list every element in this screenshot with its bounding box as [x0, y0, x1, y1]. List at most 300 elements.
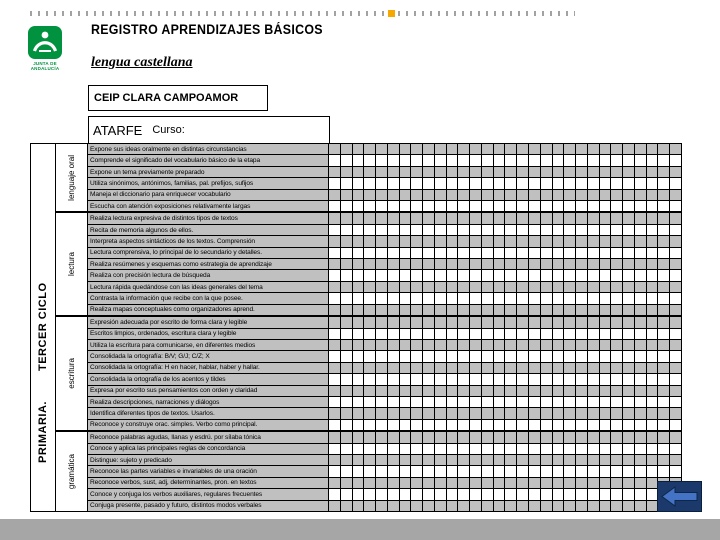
mark-cell [434, 340, 446, 350]
criterion-label: Maneja el diccionario para enriquecer vocabulario [88, 190, 328, 200]
mark-cell [528, 478, 540, 488]
mark-cell [363, 178, 375, 188]
mark-cell [340, 293, 352, 303]
back-button[interactable] [657, 481, 702, 512]
mark-cell [375, 317, 387, 327]
mark-cell [434, 167, 446, 177]
mark-cell [457, 466, 469, 476]
mark-cell [352, 259, 364, 269]
mark-cell [622, 374, 634, 384]
mark-cell [481, 248, 493, 258]
mark-cell [540, 455, 552, 465]
mark-cell [552, 351, 564, 361]
mark-cell [481, 432, 493, 442]
criterion-label: Expone sus ideas oralmente en distintas circunstancias [88, 144, 328, 154]
mark-cell [504, 420, 516, 430]
mark-cell [587, 374, 599, 384]
mark-cell [328, 329, 340, 339]
mark-cell [634, 144, 646, 154]
mark-cell [599, 190, 611, 200]
mark-cell [657, 444, 669, 454]
mark-cell [504, 374, 516, 384]
mark-cell [575, 501, 587, 511]
mark-cell [399, 386, 411, 396]
group-label-cell-gramatica [56, 432, 88, 511]
mark-cell [563, 155, 575, 165]
mark-cell [669, 282, 681, 292]
mark-cell [410, 466, 422, 476]
mark-cell [469, 489, 481, 499]
mark-cell [469, 351, 481, 361]
mark-cell [422, 340, 434, 350]
mark-cell [657, 340, 669, 350]
mark-cell [434, 282, 446, 292]
mark-cell [446, 190, 458, 200]
mark-cell [481, 225, 493, 235]
mark-cell [422, 317, 434, 327]
criterion-row [88, 213, 681, 223]
mark-cell [646, 478, 658, 488]
mark-cell [422, 201, 434, 211]
mark-cell [552, 340, 564, 350]
criterion-row [88, 144, 681, 154]
mark-cell [493, 351, 505, 361]
mark-cell [399, 282, 411, 292]
mark-cell [434, 155, 446, 165]
group-gramatica [56, 430, 681, 511]
mark-cell [352, 178, 364, 188]
mark-cell [610, 282, 622, 292]
mark-cell [352, 213, 364, 223]
mark-cell [669, 236, 681, 246]
mark-cell [599, 248, 611, 258]
mark-cell [587, 144, 599, 154]
mark-cell [481, 190, 493, 200]
mark-cell [363, 466, 375, 476]
mark-cell [469, 167, 481, 177]
mark-cell [328, 386, 340, 396]
mark-cell [457, 329, 469, 339]
mark-cell [552, 329, 564, 339]
mark-cell [481, 351, 493, 361]
mark-cell [352, 144, 364, 154]
mark-cell [481, 201, 493, 211]
mark-cell [587, 466, 599, 476]
mark-cell [657, 317, 669, 327]
mark-cell [657, 432, 669, 442]
mark-cell [422, 213, 434, 223]
mark-cell [575, 190, 587, 200]
mark-cell [457, 489, 469, 499]
mark-cell [552, 167, 564, 177]
mark-cell [563, 317, 575, 327]
mark-cell [434, 386, 446, 396]
mark-cell [516, 190, 528, 200]
mark-cell [504, 178, 516, 188]
mark-cell [469, 225, 481, 235]
mark-cell [457, 213, 469, 223]
mark-cell [363, 408, 375, 418]
mark-cell [657, 466, 669, 476]
mark-cell [434, 317, 446, 327]
mark-cell [504, 501, 516, 511]
mark-cell [446, 282, 458, 292]
mark-cell [352, 340, 364, 350]
mark-cell [410, 455, 422, 465]
mark-cell [646, 270, 658, 280]
mark-cell [493, 501, 505, 511]
mark-cell [328, 363, 340, 373]
mark-cell [387, 225, 399, 235]
mark-cell [387, 155, 399, 165]
mark-cell [563, 225, 575, 235]
mark-cell [669, 259, 681, 269]
mark-cell [622, 340, 634, 350]
mark-cell [469, 259, 481, 269]
mark-cell [634, 293, 646, 303]
mark-cell [657, 420, 669, 430]
mark-cell [575, 466, 587, 476]
mark-cell [469, 408, 481, 418]
mark-cell [481, 397, 493, 407]
mark-cell [646, 225, 658, 235]
mark-cell [646, 317, 658, 327]
mark-cell [375, 178, 387, 188]
mark-cell [352, 305, 364, 315]
mark-cell [634, 167, 646, 177]
mark-cell [410, 155, 422, 165]
mark-cell [493, 317, 505, 327]
mark-cell [610, 444, 622, 454]
criterion-row [88, 247, 681, 258]
mark-cell [328, 155, 340, 165]
mark-cell [434, 363, 446, 373]
mark-cell [363, 155, 375, 165]
mark-cell [469, 213, 481, 223]
mark-cell [363, 305, 375, 315]
mark-cell [587, 340, 599, 350]
mark-cell [434, 178, 446, 188]
mark-cell [528, 201, 540, 211]
mark-cell [599, 340, 611, 350]
mark-cell [375, 282, 387, 292]
mark-cell [552, 248, 564, 258]
mark-cell [410, 363, 422, 373]
school-name-box [88, 85, 268, 111]
mark-cell [563, 178, 575, 188]
mark-cell [387, 293, 399, 303]
mark-cell [563, 374, 575, 384]
group-label: lectura [67, 252, 76, 277]
mark-cell [587, 190, 599, 200]
mark-cell [422, 363, 434, 373]
mark-cell [446, 317, 458, 327]
mark-cell [399, 478, 411, 488]
group-label-cell-lenguaje-oral [56, 144, 88, 211]
mark-cell [528, 248, 540, 258]
mark-cell [575, 178, 587, 188]
mark-cell [504, 444, 516, 454]
mark-cell [599, 408, 611, 418]
mark-cell [446, 225, 458, 235]
mark-cell [328, 478, 340, 488]
mark-cell [587, 248, 599, 258]
mark-cell [469, 374, 481, 384]
mark-cell [375, 293, 387, 303]
mark-cell [587, 178, 599, 188]
mark-cell [504, 363, 516, 373]
mark-cell [387, 213, 399, 223]
mark-cell [481, 478, 493, 488]
mark-cell [599, 317, 611, 327]
mark-cell [387, 455, 399, 465]
mark-cell [434, 305, 446, 315]
mark-cell [504, 340, 516, 350]
mark-cell [587, 455, 599, 465]
mark-cell [646, 501, 658, 511]
mark-cell [446, 408, 458, 418]
mark-cell [434, 201, 446, 211]
mark-cell [634, 282, 646, 292]
criterion-row [88, 350, 681, 361]
mark-cell [599, 167, 611, 177]
mark-cell [340, 386, 352, 396]
mark-cell [540, 201, 552, 211]
criterion-row [88, 339, 681, 350]
mark-cell [634, 178, 646, 188]
mark-cell [422, 167, 434, 177]
mark-cell [575, 329, 587, 339]
mark-cell [657, 329, 669, 339]
mark-cell [399, 397, 411, 407]
mark-cell [340, 329, 352, 339]
criterion-label: Conjuga presente, pasado y futuro, distintos modos verbales [88, 501, 328, 511]
mark-cell [481, 305, 493, 315]
mark-cell [340, 478, 352, 488]
mark-cell [516, 489, 528, 499]
mark-cell [575, 167, 587, 177]
mark-cell [634, 270, 646, 280]
mark-cell [434, 259, 446, 269]
mark-cell [493, 259, 505, 269]
mark-cell [657, 201, 669, 211]
mark-cell [563, 363, 575, 373]
mark-cell [434, 408, 446, 418]
mark-cell [646, 374, 658, 384]
mark-cell [599, 282, 611, 292]
mark-cell [540, 155, 552, 165]
mark-cell [634, 374, 646, 384]
mark-cell [422, 466, 434, 476]
mark-cell [328, 305, 340, 315]
mark-cell [646, 248, 658, 258]
mark-cell [622, 155, 634, 165]
mark-cell [363, 201, 375, 211]
mark-cell [410, 144, 422, 154]
mark-cell [528, 489, 540, 499]
mark-cell [552, 144, 564, 154]
mark-cell [422, 236, 434, 246]
mark-cell [646, 213, 658, 223]
criterion-label: Identifica diferentes tipos de textos. Usarlos. [88, 408, 328, 418]
mark-cell [646, 293, 658, 303]
mark-cell [552, 259, 564, 269]
mark-cell [352, 397, 364, 407]
mark-cell [540, 397, 552, 407]
mark-cell [434, 478, 446, 488]
mark-cell [540, 190, 552, 200]
mark-cell [469, 282, 481, 292]
mark-cell [375, 420, 387, 430]
mark-cell [493, 190, 505, 200]
mark-cell [504, 270, 516, 280]
criterion-row [88, 373, 681, 384]
mark-cell [634, 259, 646, 269]
mark-cell [493, 455, 505, 465]
criterion-row [88, 317, 681, 327]
mark-cell [552, 213, 564, 223]
mark-cell [493, 167, 505, 177]
mark-cell [622, 455, 634, 465]
mark-cell [363, 317, 375, 327]
mark-cell [422, 420, 434, 430]
mark-cell [410, 248, 422, 258]
mark-cell [669, 397, 681, 407]
mark-cell [352, 317, 364, 327]
mark-cell [563, 213, 575, 223]
mark-cell [493, 363, 505, 373]
mark-cell [457, 270, 469, 280]
mark-cell [363, 282, 375, 292]
mark-cell [646, 455, 658, 465]
criterion-row [88, 304, 681, 315]
mark-cell [634, 489, 646, 499]
mark-cell [657, 363, 669, 373]
mark-cell [469, 190, 481, 200]
mark-cell [599, 305, 611, 315]
mark-cell [363, 248, 375, 258]
mark-cell [552, 455, 564, 465]
mark-cell [493, 248, 505, 258]
mark-cell [387, 432, 399, 442]
mark-cell [528, 363, 540, 373]
mark-cell [563, 167, 575, 177]
mark-cell [575, 363, 587, 373]
mark-cell [634, 397, 646, 407]
mark-cell [504, 317, 516, 327]
mark-cell [634, 420, 646, 430]
mark-cell [469, 178, 481, 188]
criterion-label: Consolidada la ortografía: B/V; G/J; C/Z; X [88, 351, 328, 361]
mark-cell [410, 397, 422, 407]
mark-cell [340, 213, 352, 223]
mark-cell [422, 225, 434, 235]
mark-cell [387, 397, 399, 407]
mark-cell [563, 501, 575, 511]
mark-cell [587, 155, 599, 165]
mark-cell [469, 455, 481, 465]
mark-cell [422, 478, 434, 488]
mark-cell [563, 248, 575, 258]
mark-cell [599, 374, 611, 384]
mark-cell [446, 444, 458, 454]
mark-cell [446, 420, 458, 430]
mark-cell [481, 489, 493, 499]
mark-cell [469, 386, 481, 396]
mark-cell [528, 167, 540, 177]
group-lenguaje-oral [56, 144, 681, 211]
group-label-cell-lectura [56, 213, 88, 315]
criterion-label: Recita de memoria algunos de ellos. [88, 225, 328, 235]
mark-cell [540, 329, 552, 339]
mark-cell [422, 351, 434, 361]
mark-cell [352, 329, 364, 339]
mark-cell [504, 478, 516, 488]
criterion-label: Interpreta aspectos sintácticos de los textos. Comprensión [88, 236, 328, 246]
mark-cell [481, 420, 493, 430]
mark-cell [599, 293, 611, 303]
mark-cell [387, 259, 399, 269]
mark-cell [363, 190, 375, 200]
mark-cell [410, 282, 422, 292]
mark-cell [610, 178, 622, 188]
mark-cell [634, 408, 646, 418]
mark-cell [446, 466, 458, 476]
mark-cell [340, 225, 352, 235]
mark-cell [669, 329, 681, 339]
mark-cell [399, 236, 411, 246]
mark-cell [375, 144, 387, 154]
mark-cell [587, 386, 599, 396]
mark-cell [375, 236, 387, 246]
mark-cell [575, 351, 587, 361]
mark-cell [563, 340, 575, 350]
mark-cell [469, 236, 481, 246]
town-name: ATARFE [93, 122, 143, 138]
mark-cell [669, 178, 681, 188]
mark-cell [528, 259, 540, 269]
mark-cell [516, 305, 528, 315]
mark-cell [575, 270, 587, 280]
mark-cell [493, 374, 505, 384]
mark-cell [493, 420, 505, 430]
mark-cell [669, 420, 681, 430]
mark-cell [387, 386, 399, 396]
mark-cell [352, 386, 364, 396]
mark-cell [410, 178, 422, 188]
mark-cell [587, 329, 599, 339]
mark-cell [481, 444, 493, 454]
mark-cell [610, 408, 622, 418]
mark-cell [363, 501, 375, 511]
mark-cell [434, 190, 446, 200]
mark-cell [469, 363, 481, 373]
mark-cell [469, 420, 481, 430]
mark-cell [610, 167, 622, 177]
mark-cell [410, 270, 422, 280]
mark-cell [634, 455, 646, 465]
mark-cell [457, 432, 469, 442]
criterion-row [88, 500, 681, 511]
mark-cell [587, 201, 599, 211]
mark-cell [457, 201, 469, 211]
mark-cell [410, 408, 422, 418]
mark-cell [446, 363, 458, 373]
mark-cell [634, 213, 646, 223]
mark-cell [457, 259, 469, 269]
mark-cell [446, 340, 458, 350]
mark-cell [446, 329, 458, 339]
